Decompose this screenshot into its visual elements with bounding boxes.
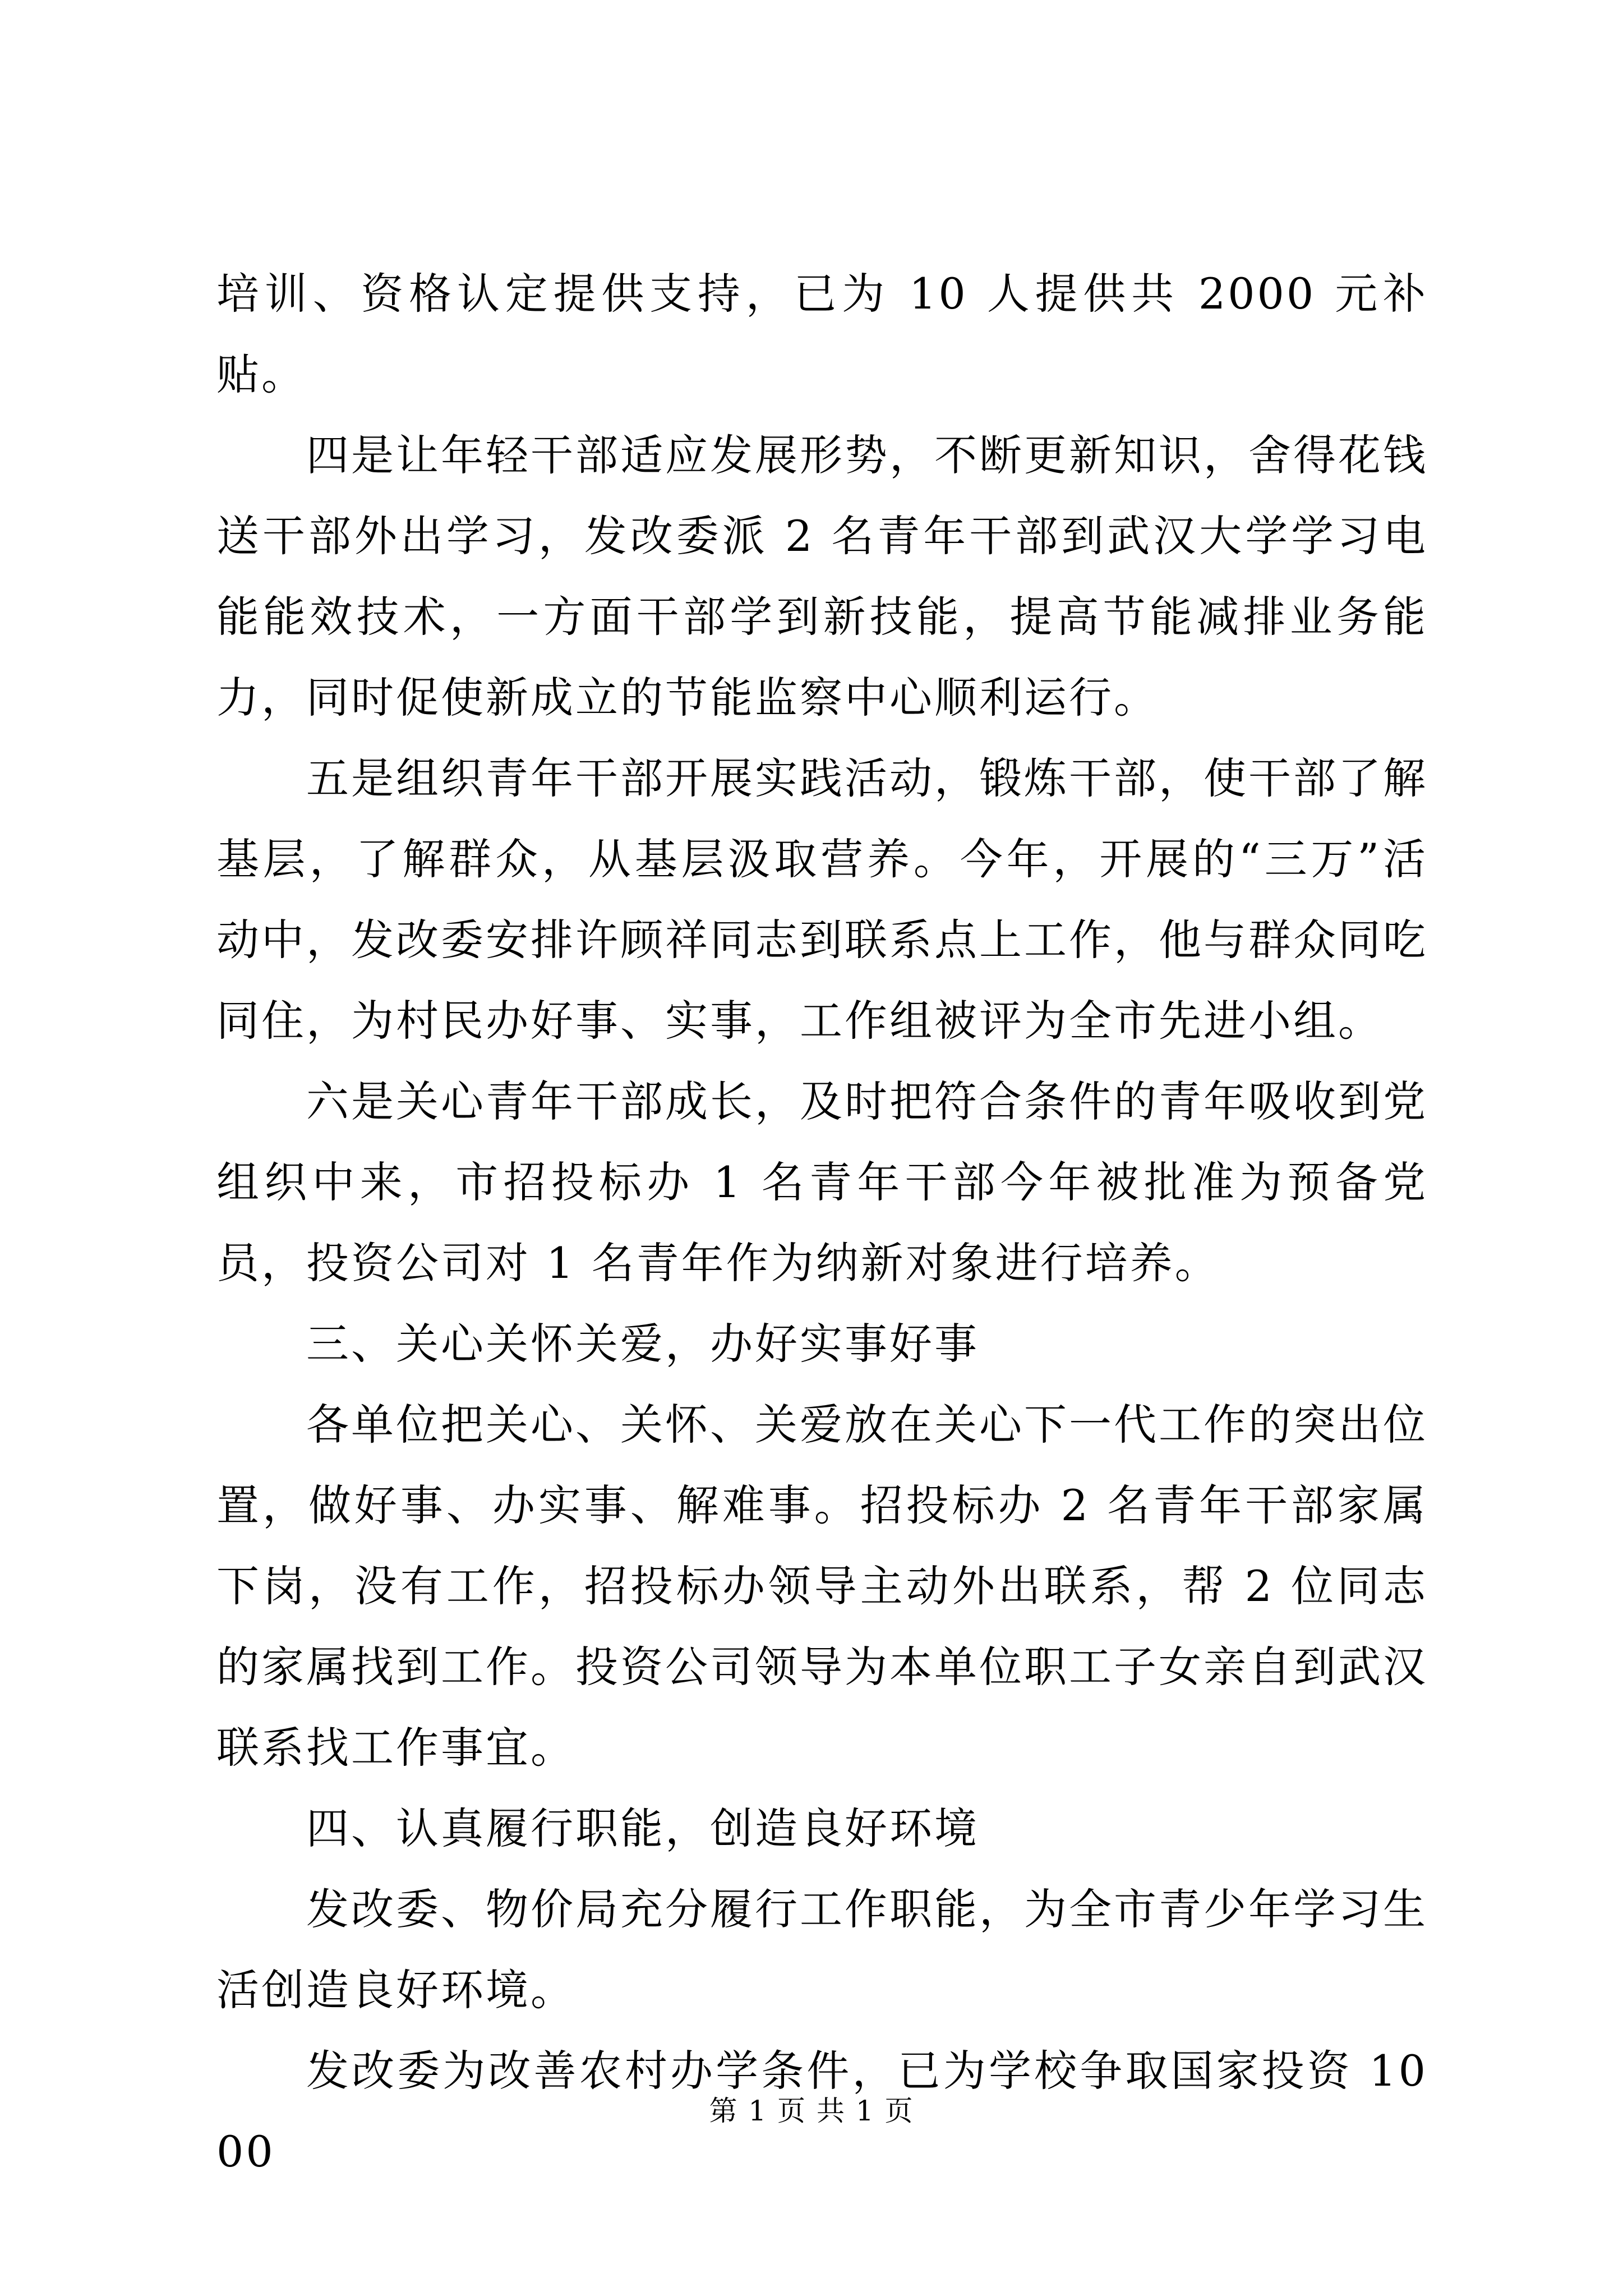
section-heading-care: 三、关心关怀关爱，办好实事好事 xyxy=(306,1319,979,1369)
paragraph-growth: 六是关心青年干部成长，及时把符合条件的青年吸收到党组织中来，市招投标办 1 名青年干部今年被批准为预备党员，投资公司对 1 名青年作为纳新对象进行培养。 xyxy=(216,1076,1428,1288)
paragraph-practice: 五是组织青年干部开展实践活动，锻炼干部，使干部了解基层，了解群众，从基层汲取营养。今年，开展的“三万”活动中，发改委安排许顾祥同志到联系点上工作，他与群众同吃同住，为村民办好事、实事，工作组被评为全市先进小组。 xyxy=(216,753,1428,1046)
paragraph-training: 四是让年轻干部适应发展形势，不断更新知识，舍得花钱送干部外出学习，发改委派 2 名青年干部到武汉大学学习电能能效技术，一方面干部学到新技能，提高节能减排业务能力，同时促使新成立的节能监察中心顺利运行。 xyxy=(216,430,1428,723)
section-heading-duties: 四、认真履行职能，创造良好环境 xyxy=(306,1803,979,1853)
page-footer: 第 1 页 共 1 页 xyxy=(709,2095,914,2127)
paragraph-investment: 发改委为改善农村办学条件，已为学校争取国家投资 1000 xyxy=(216,2046,1428,2177)
paragraph-care: 各单位把关心、关怀、关爱放在关心下一代工作的突出位置，做好事、办实事、解难事。招投标办 2 名青年干部家属下岗，没有工作，招投标办领导主动外出联系，帮 2 位同志的家属找到工作。投资公司领导为本单位职工子女亲自到武汉联系找工作事宜。 xyxy=(216,1400,1428,1773)
paragraph-duties: 发改委、物价局充分履行工作职能，为全市青少年学习生活创造良好环境。 xyxy=(216,1884,1428,2015)
paragraph-continuation: 培训、资格认定提供支持，已为 10 人提供共 2000 元补贴。 xyxy=(216,269,1428,399)
document-body xyxy=(216,254,1428,2192)
